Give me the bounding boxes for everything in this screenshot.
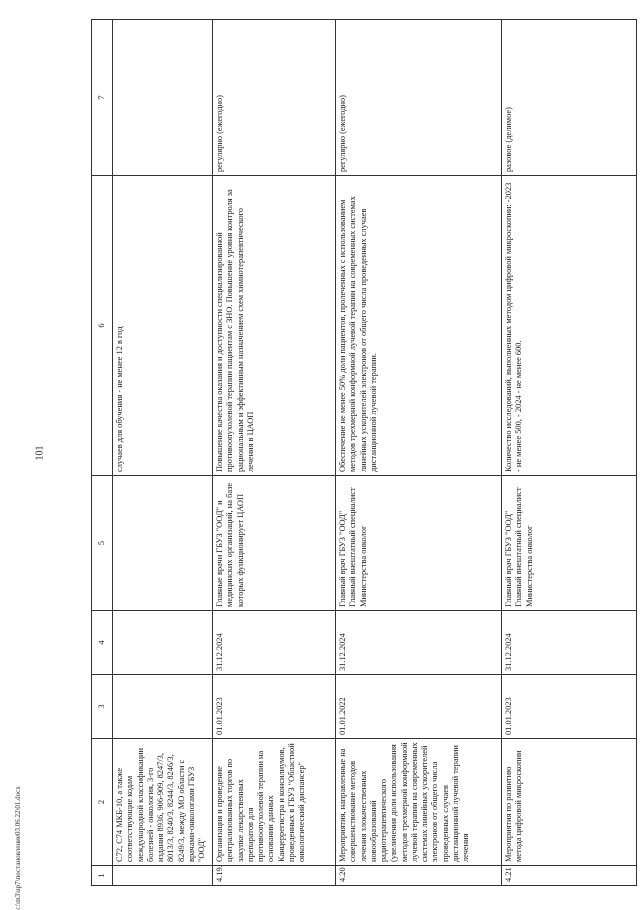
column-header: 6 xyxy=(92,176,113,476)
rotated-table-frame xyxy=(91,20,637,886)
activity-cell: С72, С74 МКБ-10, а также соответствующие кодам международной классификации болезней - онкология, 3-го издания 8936, 906-909, 8247/3, 8013/3, 8240/3, 8244/3, 8246/3, 8249/3, между МО области с врачами-онкологами ГБУЗ "ООД" xyxy=(113,739,213,866)
result-cell: Повышение качества оказания и доступности специализированной противоопухолевой терапии пациентам с ЗНО. Повышение уровня контроля за рациональным и эффективным назначением схем химиотерапевтического лечения в ЦАОП xyxy=(213,176,336,476)
end-date-cell: 31.12.2024 xyxy=(336,611,502,675)
table-row xyxy=(113,20,213,886)
end-date-cell: 31.12.2024 xyxy=(213,611,336,675)
table-row xyxy=(502,20,637,886)
frequency-cell: регулярно (ежегодно) xyxy=(213,20,336,176)
responsible-cell: Главные врачи ГБУЗ "ООД" и медицинских организаций, на базе которых функционирует ЦАОП xyxy=(213,476,336,611)
responsible-cell: Главный врач ГБУЗ "ООД" Главный внештатный специалист Министерства онколог xyxy=(336,476,502,611)
result-cell: случаев для обучения - не менее 12 в год xyxy=(113,176,213,476)
responsible-cell: Главный врач ГБУЗ "ООД" Главный внештатный специалист Министерства онколог xyxy=(502,476,637,611)
column-header: 5 xyxy=(92,476,113,611)
activities-table xyxy=(91,19,637,886)
start-date-cell: 01.01.2023 xyxy=(502,675,637,739)
table-container xyxy=(91,20,640,882)
activity-cell: Мероприятия по развитию метода цифровой микроскопии xyxy=(502,739,637,866)
start-date-cell: 01.01.2023 xyxy=(213,675,336,739)
activity-cell: Организация и проведение централизованных торгов по закупке лекарственных препаратов для противоопухолевой терапии на основании данных Канцеррегистра и консилиумов, проведенных в ГБУЗ "Областной онкологический диспансер" xyxy=(213,739,336,866)
result-cell: Обеспечение не менее 50% доли пациентов, пролеченных с использованием методов трехмерной конформной лучевой терапии на современных системах линейных ускорителей электронов от общего числа проведенных случаев дистанционной лучевой терапии. xyxy=(336,176,502,476)
result-cell: Количество исследований, выполненных методом цифровой микроскопии: -2023 - не менее 500, - 2024 - не менее 600. xyxy=(502,176,637,476)
table-row xyxy=(336,20,502,886)
column-header: 1 xyxy=(92,866,113,886)
row-number: 4.19. xyxy=(213,866,336,886)
frequency-cell: регулярно (ежегодно) xyxy=(336,20,502,176)
row-number xyxy=(113,866,213,886)
row-number: 4.21 xyxy=(502,866,637,886)
end-date-cell xyxy=(113,611,213,675)
responsible-cell xyxy=(113,476,213,611)
column-header: 4 xyxy=(92,611,113,675)
header-row xyxy=(92,20,113,886)
column-header: 7 xyxy=(92,20,113,176)
frequency-cell xyxy=(113,20,213,176)
footer-file-path: c:\tn3\up7\постановление03.06.22\01.docx xyxy=(14,786,22,910)
frequency-cell: разовое (делимое) xyxy=(502,20,637,176)
column-header: 2 xyxy=(92,739,113,866)
start-date-cell: 01.01.2022 xyxy=(336,675,502,739)
column-header: 3 xyxy=(92,675,113,739)
activity-cell: Мероприятия, направленные на совершенствование методов лечения злокачественных новообразований радиотерапевтического (увеличения доли использования методов трехмерной конформной лучевой терапии на современных системах линейных ускорителей электронов от общего числа проведенных случаев дистанционной лучевой терапии лечения xyxy=(336,739,502,866)
row-number: 4.20 xyxy=(336,866,502,886)
start-date-cell xyxy=(113,675,213,739)
table-row xyxy=(213,20,336,886)
page-number: 101 xyxy=(34,445,46,461)
end-date-cell: 31.12.2024 xyxy=(502,611,637,675)
